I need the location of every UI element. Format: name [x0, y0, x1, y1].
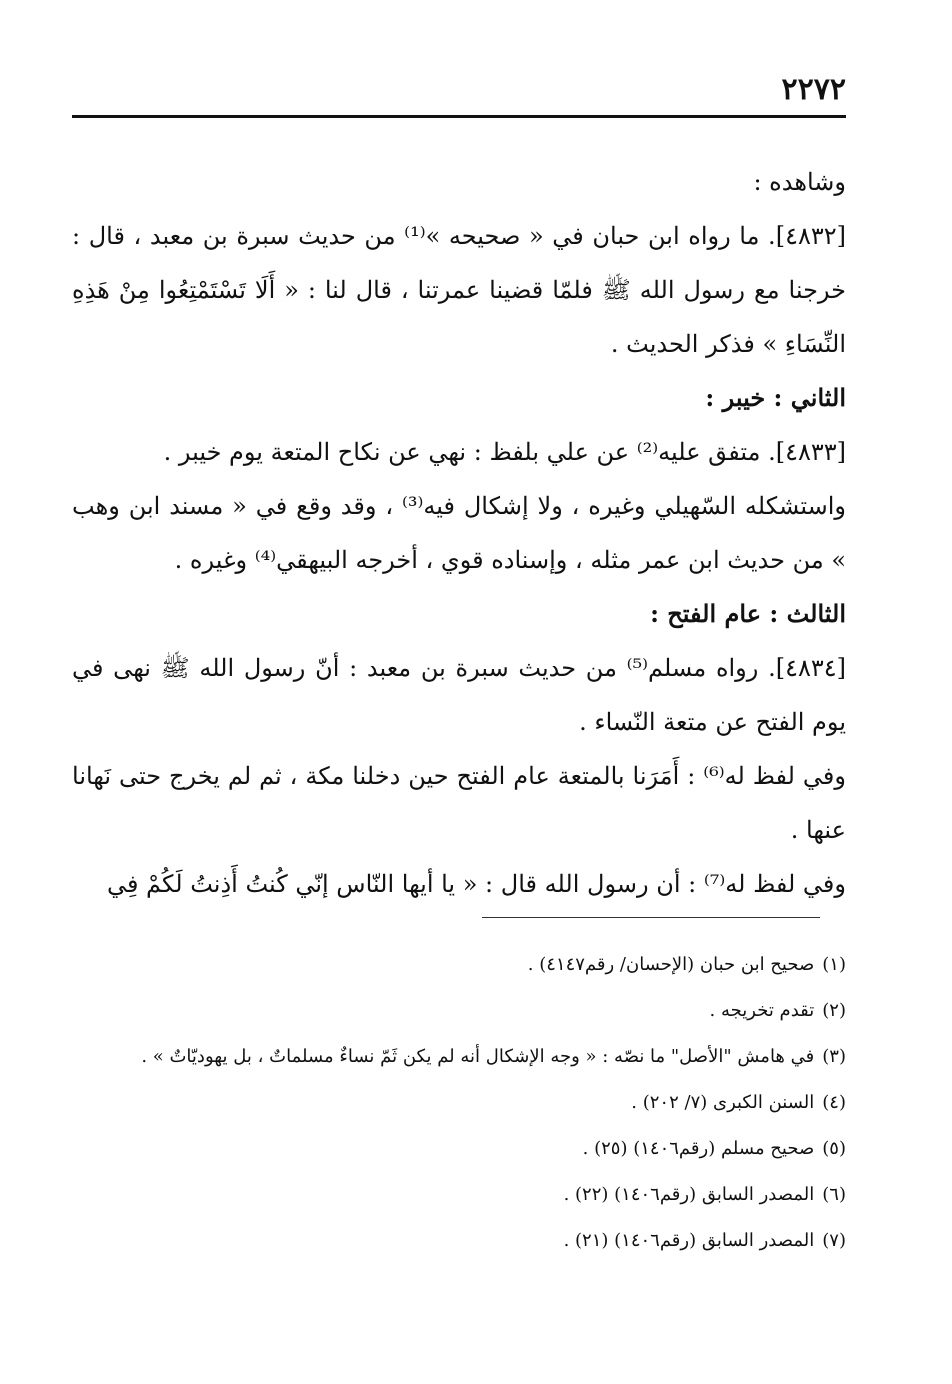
paragraph: وشاهده :	[753, 168, 846, 196]
footnote-number: (٤)	[822, 1092, 846, 1113]
footnote-number: (٢)	[822, 1000, 846, 1021]
section-heading: الثالث : عام الفتح :	[650, 599, 846, 628]
footnote	[72, 1126, 846, 1172]
footnote-number: (١)	[822, 954, 846, 975]
footnotes	[72, 942, 846, 1264]
paragraph: [٤٨٣٤]. رواه مسلم⁽⁵⁾ من حديث سبرة بن معبد : أنّ رسول الله ﷺ نهى في يوم الفتح عن متعة النّساء .	[72, 654, 847, 736]
paragraph: وفي لفظ له⁽⁶⁾ : أَمَرَنا بالمتعة عام الفتح حين دخلنا مكة ، ثم لم يخرج حتى نَهانا عنها .	[72, 762, 846, 844]
footnote-number: (٥)	[822, 1138, 846, 1159]
footnote	[72, 1034, 846, 1080]
footnote-text: المصدر السابق (رقم١٤٠٦) (٢٢) .	[563, 1184, 815, 1205]
paragraph: وفي لفظ له⁽⁷⁾ : أن رسول الله قال : « يا أيها النّاس إنّي كُنتُ أَذِنتُ لَكُمْ فِي	[106, 870, 846, 898]
footnote	[72, 988, 846, 1034]
footnote-text: المصدر السابق (رقم١٤٠٦) (٢١) .	[563, 1230, 815, 1251]
paragraph: واستشكله السّهيلي وغيره ، ولا إشكال فيه⁽³⁾ ، وقد وقع في « مسند ابن وهب » من حديث ابن عمر مثله ، وإسناده قوي ، أخرجه البيهقي⁽⁴⁾ وغيره .	[72, 492, 846, 574]
footnote-separator	[482, 917, 820, 918]
footnote	[72, 1218, 846, 1264]
section-heading: الثاني : خيبر :	[705, 383, 846, 412]
footnote	[72, 1172, 846, 1218]
main-text	[72, 155, 846, 911]
footnote-number: (٣)	[822, 1046, 846, 1067]
footnote-text: تقدم تخريجه .	[709, 1000, 815, 1021]
footnote-text: السنن الكبرى (٧/ ٢٠٢) .	[631, 1092, 815, 1113]
footnote-number: (٧)	[822, 1230, 846, 1251]
footnote-text: صحيح مسلم (رقم١٤٠٦) (٢٥) .	[582, 1138, 815, 1159]
paragraph: [٤٨٣٢]. ما رواه ابن حبان في « صحيحه »⁽¹⁾ من حديث سبرة بن معبد ، قال : خرجنا مع رسول الله ﷺ فلمّا قضينا عمرتنا ، قال لنا : « أَلَا تَسْتَمْتِعُوا مِنْ هَذِهِ النِّسَاءِ » فذكر الحديث .	[72, 222, 846, 358]
paragraph: [٤٨٣٣]. متفق عليه⁽²⁾ عن علي بلفظ : نهي عن نكاح المتعة يوم خيبر .	[163, 438, 846, 466]
page-number: ٢٢٧٢	[781, 72, 846, 107]
header-rule	[72, 115, 846, 118]
footnote	[72, 942, 846, 988]
footnote	[72, 1080, 846, 1126]
footnote-text: صحيح ابن حبان (الإحسان/ رقم٤١٤٧) .	[527, 954, 815, 975]
footnote-number: (٦)	[822, 1184, 846, 1205]
footnote-text: في هامش "الأصل" ما نصّه : « وجه الإشكال أنه لم يكن ثَمّ نساءٌ مسلماتٌ ، بل يهوديّاتٌ » .	[141, 1046, 815, 1067]
